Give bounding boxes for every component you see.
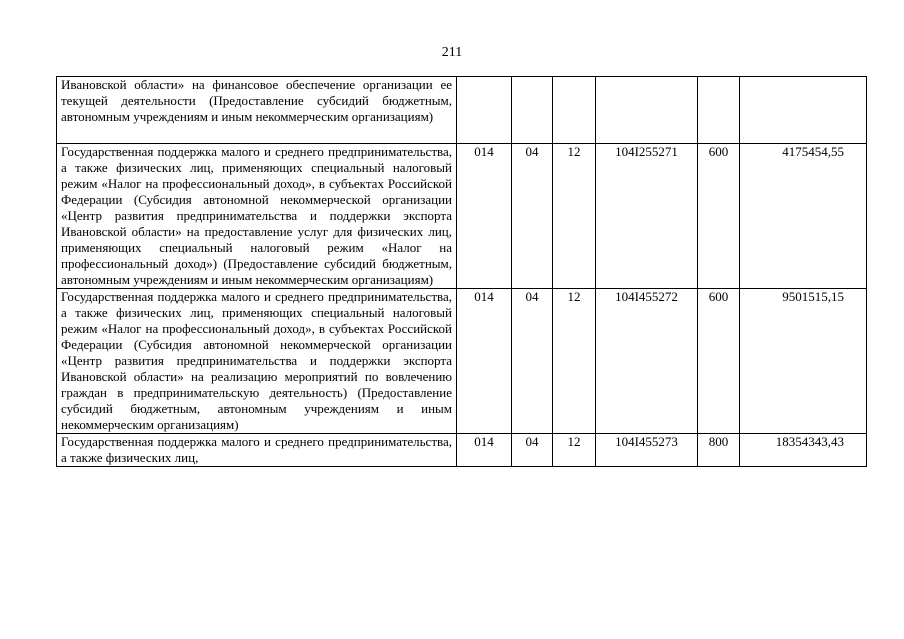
row-gr-code: 014: [457, 144, 512, 289]
row-sum: [740, 77, 867, 144]
row-csr-code: 104I455272: [596, 289, 698, 434]
row-description: Государственная поддержка малого и среднего предпринимательства, а также физических лиц, применяющих специальный налоговый режим «Налог на профессиональный доход», в субъектах Российской Федерации (Субсидия автономной некоммерческой организации «Центр развития предпринимательства и поддержки экспорта Ивановской области» на реализацию мероприятий по вовлечению граждан в предпринимательскую деятельность) (Предоставление субсидий бюджетным, автономным учреждениям и иным некоммерческим организациям): [57, 289, 457, 434]
row-sum: 4175454,55: [740, 144, 867, 289]
row-pr-code: 12: [553, 434, 596, 467]
row-csr-code: [596, 77, 698, 144]
row-vr-code: 600: [698, 289, 740, 434]
row-sum: 18354343,43: [740, 434, 867, 467]
row-vr-code: [698, 77, 740, 144]
table-row: [57, 434, 867, 467]
table-row: [57, 77, 867, 144]
row-description: Государственная поддержка малого и среднего предпринимательства, а также физических лиц,: [57, 434, 457, 467]
row-vr-code: 600: [698, 144, 740, 289]
row-pr-code: 12: [553, 289, 596, 434]
page-number: 211: [441, 45, 463, 60]
row-vr-code: 800: [698, 434, 740, 467]
row-pr-code: [553, 77, 596, 144]
row-sum: 9501515,15: [740, 289, 867, 434]
table-row: [57, 289, 867, 434]
row-csr-code: 104I255271: [596, 144, 698, 289]
row-rz-code: 04: [512, 144, 553, 289]
budget-table: [56, 76, 867, 467]
row-rz-code: 04: [512, 434, 553, 467]
row-csr-code: 104I455273: [596, 434, 698, 467]
row-rz-code: 04: [512, 289, 553, 434]
row-gr-code: 014: [457, 434, 512, 467]
row-gr-code: 014: [457, 289, 512, 434]
row-description: Государственная поддержка малого и среднего предпринимательства, а также физических лиц, применяющих специальный налоговый режим «Налог на профессиональный доход», в субъектах Российской Федерации (Субсидия автономной некоммерческой организации «Центр развития предпринимательства и поддержки экспорта Ивановской области» на предоставление услуг для физических лиц, применяющих специальный налоговый режим «Налог на профессиональный доход») (Предоставление субсидий бюджетным, автономным учреждениям и иным некоммерческим организациям): [57, 144, 457, 289]
row-description: Ивановской области» на финансовое обеспечение организации ее текущей деятельности (Предоставление субсидий бюджетным, автономным учреждениям и иным некоммерческим организациям): [57, 77, 457, 144]
row-pr-code: 12: [553, 144, 596, 289]
row-rz-code: [512, 77, 553, 144]
table-row: [57, 144, 867, 289]
row-gr-code: [457, 77, 512, 144]
